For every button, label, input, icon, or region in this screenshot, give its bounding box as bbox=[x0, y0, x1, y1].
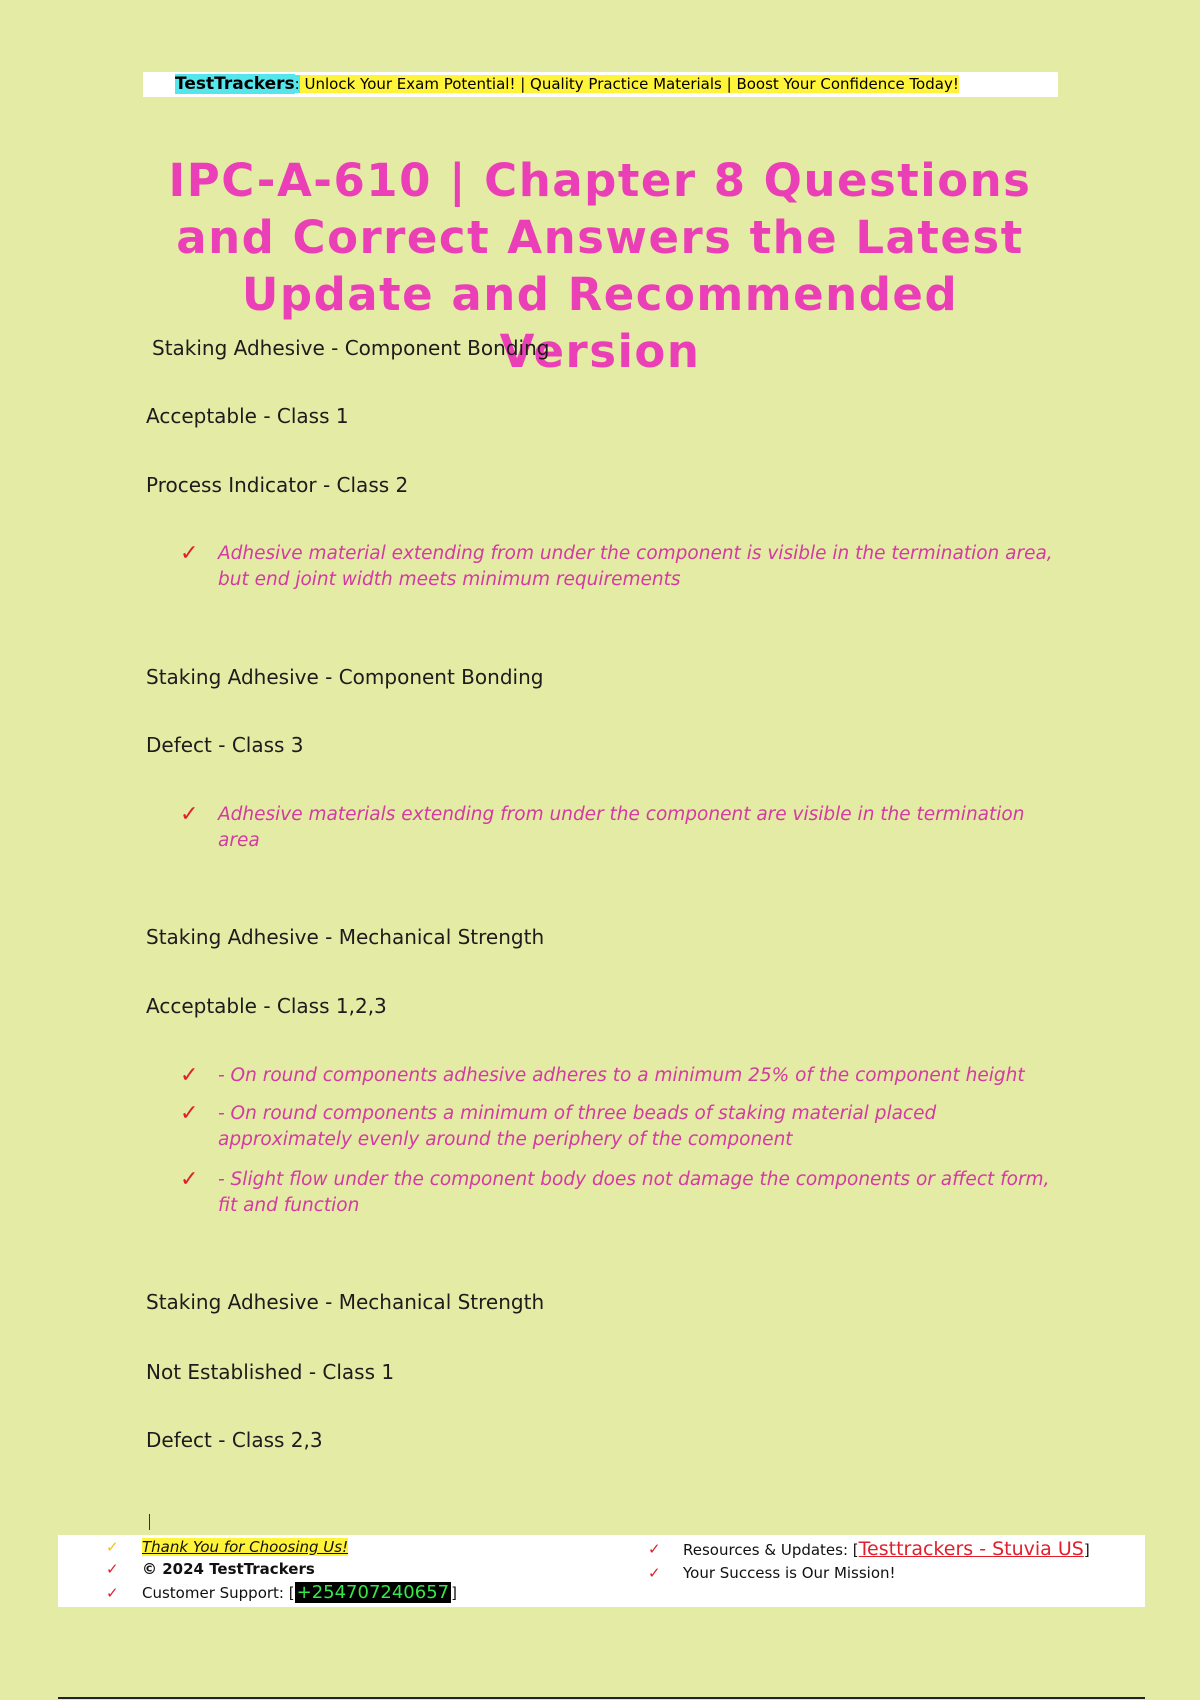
check-icon: ✓ bbox=[180, 1063, 199, 1088]
check-icon: ✓ bbox=[180, 1101, 199, 1126]
text-cursor bbox=[149, 1514, 150, 1530]
q3-class-line-1: Acceptable - Class 1,2,3 bbox=[146, 994, 387, 1018]
check-icon: ✓ bbox=[180, 541, 199, 566]
q3-answer-1-text: - On round components adhesive adheres to a minimum 25% of the component height bbox=[218, 1065, 1025, 1086]
q3-heading: Staking Adhesive - Mechanical Strength bbox=[146, 925, 545, 949]
q2-heading: Staking Adhesive - Component Bonding bbox=[146, 665, 544, 689]
q3-answer-2-text: - On round components a minimum of three beads of staking material placed approximately evenly around the periphery of the component bbox=[218, 1103, 937, 1150]
footer-resources bbox=[683, 1539, 1090, 1560]
brand-name: TestTrackers bbox=[175, 74, 295, 94]
footer-support-close: ] bbox=[451, 1584, 457, 1602]
q2-class-line-1: Defect - Class 3 bbox=[146, 733, 304, 757]
footer-copyright: © 2024 TestTrackers bbox=[142, 1560, 315, 1578]
support-phone-number[interactable]: +254707240657 bbox=[296, 1582, 450, 1603]
q4-heading: Staking Adhesive - Mechanical Strength bbox=[146, 1290, 545, 1314]
header-bar bbox=[143, 72, 1058, 97]
footer-resources-label: Resources & Updates: [ bbox=[683, 1541, 859, 1559]
check-icon: ✓ bbox=[648, 1540, 661, 1558]
q2-answer-text: Adhesive materials extending from under the component are visible in the termination area bbox=[218, 804, 1025, 851]
q1-class-line-1: Acceptable - Class 1 bbox=[146, 404, 349, 428]
check-icon: ✓ bbox=[180, 802, 199, 827]
footer-support-label: Customer Support: [ bbox=[142, 1584, 295, 1602]
resources-link[interactable]: Testtrackers - Stuvia US bbox=[858, 1538, 1084, 1560]
check-icon: ✓ bbox=[106, 1560, 119, 1578]
q4-class-line-1: Not Established - Class 1 bbox=[146, 1360, 395, 1384]
q1-class-line-2: Process Indicator - Class 2 bbox=[146, 473, 409, 497]
q3-answer-3-text: - Slight flow under the component body does not damage the components or affect form, fit and function bbox=[218, 1169, 1050, 1216]
check-icon: ✓ bbox=[106, 1538, 119, 1556]
footer-resources-close: ] bbox=[1083, 1541, 1090, 1559]
q1-answer-text: Adhesive material extending from under the component is visible in the termination area, but end joint width meets minimum requirements bbox=[218, 543, 1053, 590]
header-tagline: Unlock Your Exam Potential! | Quality Practice Materials | Boost Your Confidence Today! bbox=[299, 75, 959, 93]
q4-class-line-2: Defect - Class 2,3 bbox=[146, 1428, 323, 1452]
footer bbox=[58, 1535, 1145, 1607]
footer-mission: Your Success is Our Mission! bbox=[683, 1564, 896, 1582]
q1-heading: Staking Adhesive - Component Bonding bbox=[152, 336, 550, 360]
footer-support bbox=[142, 1583, 457, 1603]
footer-thanks-text: Thank You for Choosing Us! bbox=[142, 1538, 349, 1556]
check-icon: ✓ bbox=[180, 1167, 199, 1192]
header-text bbox=[175, 72, 959, 97]
document-title: IPC-A-610 | Chapter 8 Questions and Correct Answers the Latest Update and Recommended Version bbox=[168, 154, 1032, 378]
bottom-rule bbox=[58, 1697, 1145, 1699]
check-icon: ✓ bbox=[648, 1564, 661, 1582]
check-icon: ✓ bbox=[106, 1584, 119, 1602]
footer-thanks bbox=[142, 1537, 348, 1557]
brand-separator: : bbox=[294, 75, 300, 93]
